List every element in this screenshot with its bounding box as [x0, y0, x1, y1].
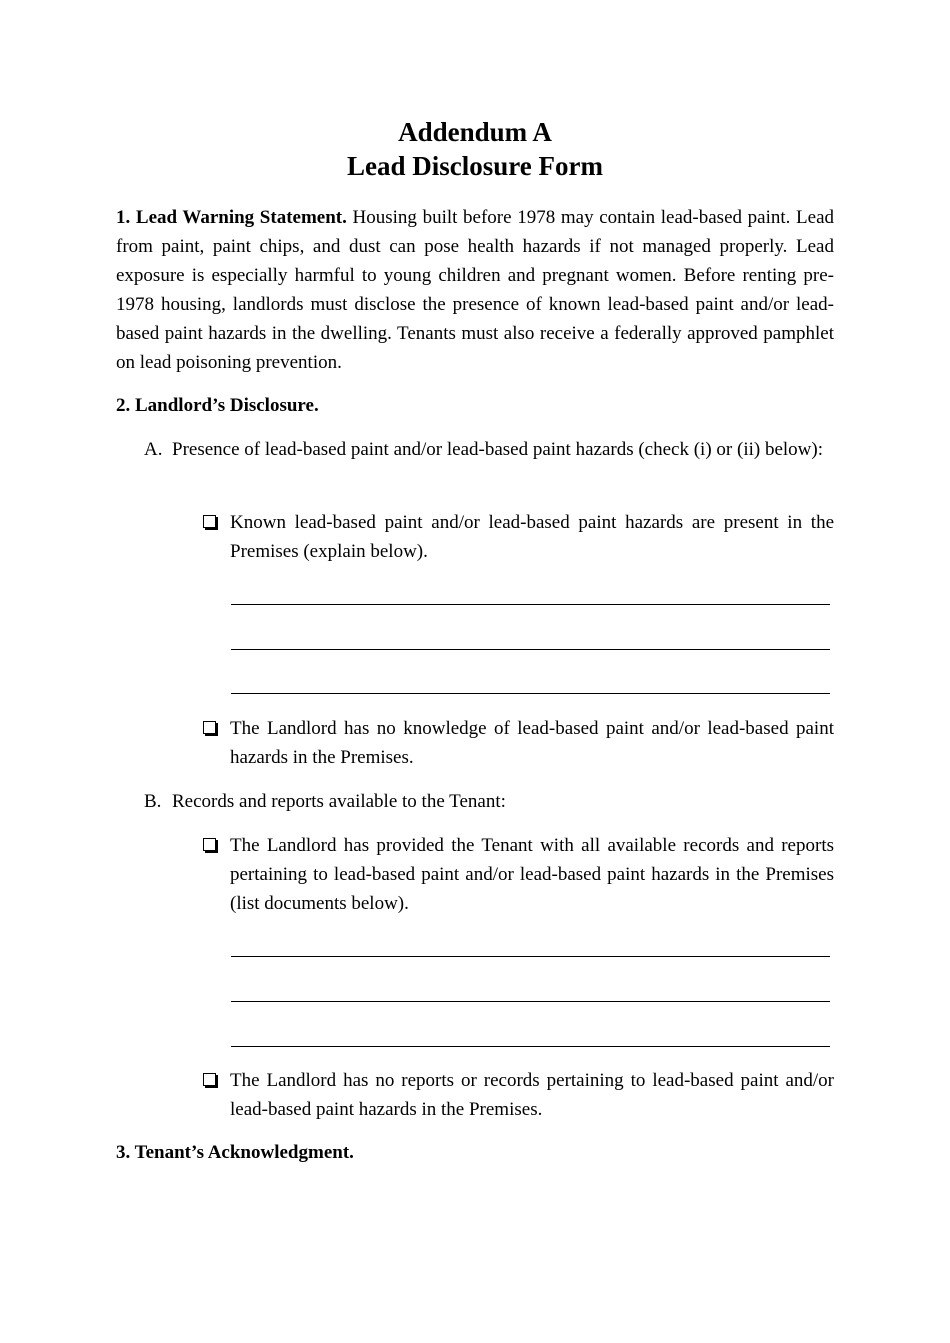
- lead-warning-paragraph: [116, 203, 834, 377]
- records-provided-checkbox[interactable]: [203, 838, 216, 851]
- explain-line-3[interactable]: [231, 693, 830, 694]
- known-hazards-label: Known lead-based paint and/or lead-based paint hazards are present in the Premises (explain below).: [230, 512, 834, 562]
- item-b-text: Records and reports available to the Tenant:: [172, 791, 506, 812]
- no-knowledge-label: The Landlord has no knowledge of lead-based paint and/or lead-based paint hazards in the Premises.: [230, 718, 834, 768]
- documents-line-1[interactable]: [231, 956, 830, 957]
- lead-warning-text: Housing built before 1978 may contain lead-based paint. Lead from paint, paint chips, and dust can pose health hazards if not managed properly. Lead exposure is especially harmful to young children and pregnant women. Before renting pre-1978 housing, landlords must disclose the presence of known lead-based paint and/or lead-based paint hazards in the dwelling. Tenants must also receive a federally approved pamphlet on lead poisoning prevention.: [116, 207, 835, 373]
- explain-line-2[interactable]: [231, 649, 830, 650]
- no-records-label: The Landlord has no reports or records pertaining to lead-based paint and/or lead-based paint hazards in the Premises.: [230, 1070, 834, 1120]
- item-a-marker: A.: [144, 439, 163, 460]
- page-title: Lead Disclosure Form: [347, 151, 603, 181]
- item-a-text: Presence of lead-based paint and/or lead-based paint hazards (check (i) or (ii) below):: [172, 439, 823, 460]
- known-hazards-checkbox[interactable]: [203, 515, 216, 528]
- tenant-acknowledgment-heading: 3. Tenant’s Acknowledgment.: [116, 1142, 354, 1163]
- records-provided-label: The Landlord has provided the Tenant with all available records and reports pertaining to lead-based paint and/or lead-based paint hazards in the Premises (list documents below).: [230, 835, 834, 914]
- documents-line-3[interactable]: [231, 1046, 830, 1047]
- no-knowledge-checkbox[interactable]: [203, 721, 216, 734]
- documents-line-2[interactable]: [231, 1001, 830, 1002]
- title-addendum: Addendum A: [398, 117, 552, 147]
- item-b-marker: B.: [144, 791, 162, 812]
- no-records-checkbox[interactable]: [203, 1073, 216, 1086]
- explain-line-1[interactable]: [231, 604, 830, 605]
- landlord-disclosure-heading: 2. Landlord’s Disclosure.: [116, 395, 319, 416]
- lead-warning-heading: 1. Lead Warning Statement.: [116, 207, 347, 228]
